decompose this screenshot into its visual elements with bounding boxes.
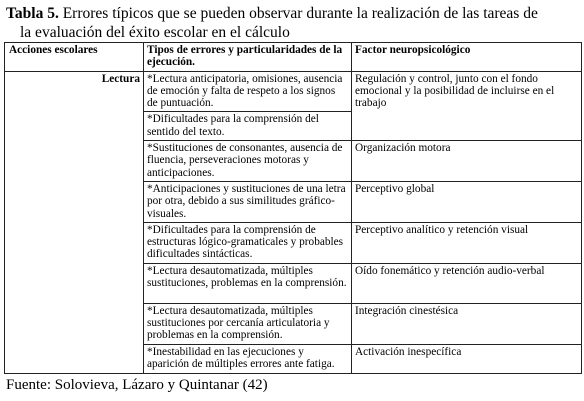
caption-line-1: Errores típicos que se pueden observar durante la realización de las tareas de: [58, 5, 538, 22]
error-cell: *Dificultades para la comprensión de estructuras lógico-gramaticales y probables dificultades sintácticas.: [144, 222, 352, 263]
table-caption: [6, 4, 578, 42]
factor-cell: Integración cinestésica: [352, 303, 582, 344]
table-row: [5, 71, 582, 112]
error-cell: *Lectura desautomatizada, múltiples sustituciones, problemas en la comprensión.: [144, 263, 352, 303]
error-cell: *Inestabilidad en las ejecuciones y aparición de múltiples errores ante fatiga.: [144, 344, 352, 373]
error-cell: *Anticipaciones y sustituciones de una letra por otra, debido a sus similitudes gráfico-visuales.: [144, 181, 352, 222]
action-cell: Lectura: [5, 71, 144, 373]
factor-cell: Activación inespecífica: [352, 344, 582, 373]
factor-cell: Perceptivo analítico y retención visual: [352, 222, 582, 263]
table-header-row: [5, 43, 582, 72]
caption-label: Tabla 5.: [6, 5, 59, 22]
factor-cell: Regulación y control, junto con el fondo emocional y la posibilidad de incluirse en el trabajo: [352, 71, 582, 140]
factor-cell: Perceptivo global: [352, 181, 582, 222]
factor-cell: Oído fonemático y retención audio-verbal: [352, 263, 582, 303]
caption-line-2: la evaluación del éxito escolar en el cálculo: [20, 24, 290, 41]
error-cell: *Lectura anticipatoria, omisiones, ausencia de emoción y falta de respeto a los signos de puntuación.: [144, 71, 352, 112]
error-cell: *Lectura desautomatizada, múltiples sustituciones por cercanía articulatoria y problemas en la comprensión.: [144, 303, 352, 344]
errors-table: [4, 42, 582, 374]
header-factor: Factor neuropsicológico: [352, 43, 582, 72]
header-acciones: Acciones escolares: [5, 43, 144, 72]
source-note: Fuente: Solovieva, Lázaro y Quintanar (42): [6, 377, 268, 393]
error-cell: *Sustituciones de consonantes, ausencia de fluencia, perseveraciones motoras y anticipaciones.: [144, 141, 352, 182]
factor-cell: Organización motora: [352, 141, 582, 182]
error-cell: *Dificultades para la comprensión del sentido del texto.: [144, 112, 352, 141]
header-tipos-errores: Tipos de errores y particularidades de la ejecución.: [144, 43, 352, 72]
